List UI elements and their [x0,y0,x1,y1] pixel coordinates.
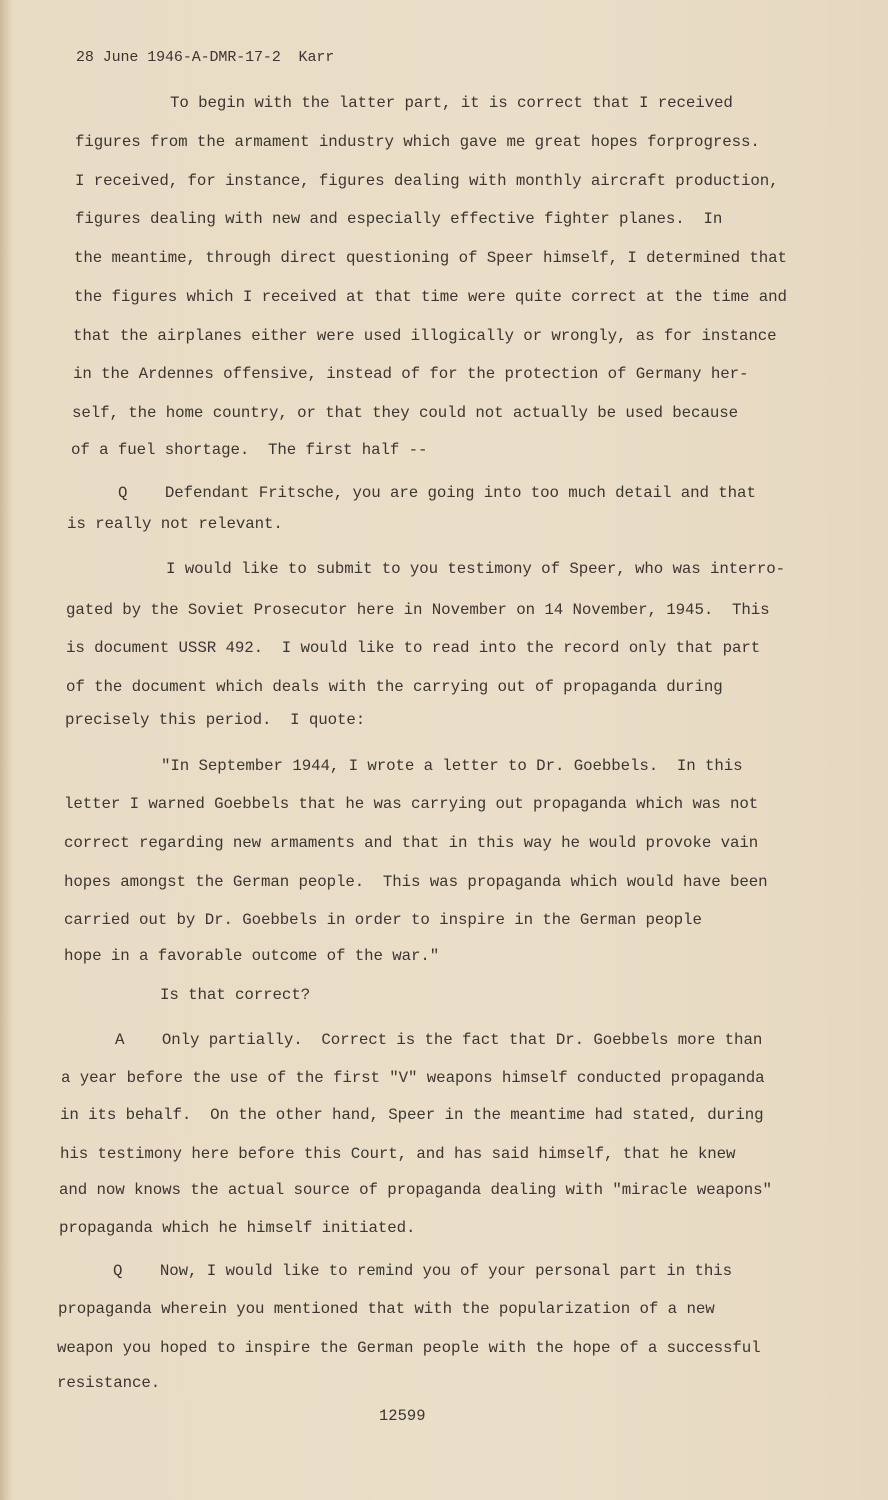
text-line: his testimony here before this Court, and has said himself, that he knew [60,1145,736,1163]
text-line: propaganda which he himself initiated. [59,1219,416,1237]
page-number: 12599 [379,1407,426,1425]
text-line: resistance. [57,1374,161,1392]
text-line: "In September 1944, I wrote a letter to Dr. Goebbels. In this [161,757,743,775]
text-line: To begin with the latter part, it is correct that I received [170,94,733,112]
text-line: correct regarding new armaments and that in this way he would provoke vain [64,834,759,852]
text-line: the meantime, through direct questioning of Speer himself, I determined that [74,249,787,267]
text-line: precisely this period. I quote: [65,711,366,729]
text-line: gated by the Soviet Prosecutor here in November on 14 November, 1945. This [66,601,770,619]
text-line: in its behalf. On the other hand, Speer in the meantime had stated, during [60,1106,764,1124]
document-header: 28 June 1946-A-DMR-17-2 Karr [76,49,335,66]
text-line: carried out by Dr. Goebbels in order to inspire in the German people [64,911,702,929]
text-line: weapon you hoped to inspire the German people with the hope of a successful [57,1339,761,1357]
text-line: that the airplanes either were used illogically or wrongly, as for instance [73,327,777,345]
text-line: self, the home country, or that they could not actually be used because [72,404,738,422]
text-line: the figures which I received at that time were quite correct at the time and [74,288,787,306]
text-line: of the document which deals with the carrying out of propaganda during [66,678,723,696]
text-line: letter I warned Goebbels that he was carrying out propaganda which was not [64,795,759,813]
text-line: a year before the use of the first "V" weapons himself conducted propaganda [61,1069,765,1087]
text-line: of a fuel shortage. The first half -- [71,441,428,459]
text-line: figures from the armament industry which gave me great hopes forprogress. [75,133,760,151]
text-line: propaganda wherein you mentioned that with the popularization of a new [58,1300,715,1318]
text-line: and now knows the actual source of propaganda dealing with "miracle weapons" [59,1181,772,1199]
text-line: I received, for instance, figures dealing with monthly aircraft production, [75,172,779,190]
text-line: I would like to submit to you testimony of Speer, who was interro- [166,560,786,578]
text-line: hope in a favorable outcome of the war." [64,947,440,965]
text-line: in the Ardennes offensive, instead of for the protection of Germany her- [73,365,749,383]
text-line: A Only partially. Correct is the fact that Dr. Goebbels more than [115,1031,763,1049]
text-line: Q Defendant Fritsche, you are going into too much detail and that [118,484,756,502]
text-line: figures dealing with new and especially effective fighter planes. In [75,210,723,228]
text-line: hopes amongst the German people. This was propaganda which would have been [64,873,768,891]
text-line: is document USSR 492. I would like to read into the record only that part [66,639,761,657]
text-line: Q Now, I would like to remind you of your personal part in this [113,1262,733,1280]
text-line: Is that correct? [160,986,311,1004]
text-line: is really not relevant. [67,515,283,533]
